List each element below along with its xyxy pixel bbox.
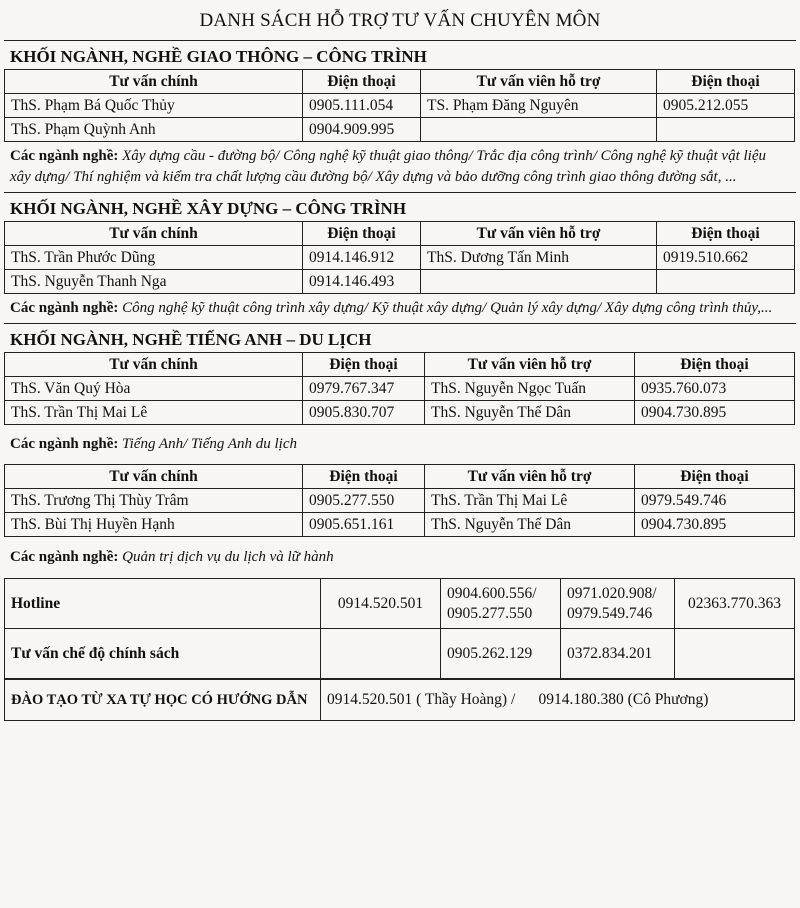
majors-text: Xây dựng cầu - đường bộ/ Công nghệ kỹ thuật giao thông/ Trắc địa công trình/ Công nghệ kỹ thuật vật liệu xây dựng/ Thí nghiệm và kiểm tra chất lượng cầu đường bộ/ Xây dựng và bảo dưỡng công trình giao thông đường sắt, ...: [10, 148, 766, 185]
phone: 0905.277.550: [447, 604, 533, 622]
table-row: [5, 270, 795, 294]
distance-learning-table: [4, 679, 795, 721]
col-header-support: Tư vấn viên hỗ trợ: [425, 353, 635, 377]
majors-label: Các ngành nghề:: [10, 148, 119, 164]
table-row: [5, 118, 795, 142]
majors-label: Các ngành nghề:: [10, 549, 119, 565]
phone: 0935.760.073: [635, 377, 795, 401]
phone: 0905.277.550: [303, 489, 425, 513]
col-header-support: Tư vấn viên hỗ trợ: [425, 465, 635, 489]
table-row: [5, 94, 795, 118]
phone: 0979.767.347: [303, 377, 425, 401]
phone: 0372.834.201: [561, 629, 675, 679]
hotline-label: Hotline: [5, 579, 321, 629]
phone: 0914.146.493: [303, 270, 421, 294]
table-row: [5, 401, 795, 425]
section-heading: KHỐI NGÀNH, NGHỀ TIẾNG ANH – DU LỊCH: [10, 330, 372, 349]
support-name: ThS. Nguyễn Thế Dân: [425, 401, 635, 425]
col-header-phone: Điện thoại: [303, 222, 421, 246]
advisor-name: ThS. Văn Quý Hòa: [5, 377, 303, 401]
support-name: ThS. Nguyễn Ngọc Tuấn: [425, 377, 635, 401]
majors-note: [4, 425, 800, 464]
distance-learning-phones: [321, 680, 795, 721]
col-header-phone: Điện thoại: [303, 353, 425, 377]
phone: 0914.146.912: [303, 246, 421, 270]
advisor-name: ThS. Trần Thị Mai Lê: [5, 401, 303, 425]
table-header-row: [5, 465, 795, 489]
table-header-row: [5, 70, 795, 94]
col-header-support: Tư vấn viên hỗ trợ: [421, 222, 657, 246]
col-header-main: Tư vấn chính: [5, 465, 303, 489]
advisor-name: ThS. Phạm Quỳnh Anh: [5, 118, 303, 142]
col-header-main: Tư vấn chính: [5, 353, 303, 377]
col-header-phone2: Điện thoại: [635, 465, 795, 489]
majors-text: Quản trị dịch vụ du lịch và lữ hành: [122, 549, 334, 565]
distance-learning-row: [5, 680, 795, 721]
advisor-name: ThS. Nguyễn Thanh Nga: [5, 270, 303, 294]
col-header-phone: Điện thoại: [303, 70, 421, 94]
support-name: [421, 118, 657, 142]
support-name: ThS. Trần Thị Mai Lê: [425, 489, 635, 513]
phone: 0914.520.501: [321, 579, 441, 629]
contact-table: [4, 578, 795, 679]
phone-pair: [441, 579, 561, 629]
advisor-table: [4, 352, 795, 425]
phone: 0904.730.895: [635, 513, 795, 537]
majors-text: Tiếng Anh/ Tiếng Anh du lịch: [122, 436, 297, 452]
majors-label: Các ngành nghề:: [10, 300, 119, 316]
hotline-row: [5, 579, 795, 629]
advisor-table: [4, 69, 795, 142]
page-title: DANH SÁCH HỖ TRỢ TƯ VẤN CHUYÊN MÔN: [4, 0, 796, 41]
empty-cell: [321, 629, 441, 679]
advisor-table: [4, 464, 795, 537]
phone: 0979.549.746: [567, 604, 653, 622]
phone: 0971.020.908/: [567, 584, 657, 602]
table-row: [5, 246, 795, 270]
col-header-phone: Điện thoại: [303, 465, 425, 489]
phone: 0905.651.161: [303, 513, 425, 537]
table-header-row: [5, 353, 795, 377]
phone: 0914.180.380 (Cô Phương): [538, 691, 709, 708]
col-header-main: Tư vấn chính: [5, 222, 303, 246]
col-header-phone2: Điện thoại: [635, 353, 795, 377]
phone: [657, 118, 795, 142]
advisor-name: ThS. Bùi Thị Huyền Hạnh: [5, 513, 303, 537]
advisor-name: ThS. Trần Phước Dũng: [5, 246, 303, 270]
majors-text: Công nghệ kỹ thuật công trình xây dựng/ Kỹ thuật xây dựng/ Quản lý xây dựng/ Xây dựng công trình thủy,...: [122, 300, 773, 316]
policy-label: Tư vấn chế độ chính sách: [5, 629, 321, 679]
advisor-table: [4, 221, 795, 294]
col-header-phone2: Điện thoại: [657, 222, 795, 246]
phone: 0919.510.662: [657, 246, 795, 270]
phone: 0905.212.055: [657, 94, 795, 118]
phone: 0904.600.556/: [447, 584, 537, 602]
table-header-row: [5, 222, 795, 246]
majors-note: [4, 142, 796, 193]
col-header-phone2: Điện thoại: [657, 70, 795, 94]
phone: 0914.520.501 ( Thầy Hoàng) /: [327, 691, 516, 708]
table-row: [5, 489, 795, 513]
col-header-main: Tư vấn chính: [5, 70, 303, 94]
phone-pair: [561, 579, 675, 629]
advisor-name: ThS. Trương Thị Thùy Trâm: [5, 489, 303, 513]
empty-cell: [675, 629, 795, 679]
section-heading: KHỐI NGÀNH, NGHỀ XÂY DỰNG – CÔNG TRÌNH: [10, 199, 407, 218]
phone: 0905.830.707: [303, 401, 425, 425]
advisor-name: ThS. Phạm Bá Quốc Thủy: [5, 94, 303, 118]
support-name: [421, 270, 657, 294]
table-row: [5, 513, 795, 537]
majors-note: [4, 537, 800, 578]
phone: 0905.111.054: [303, 94, 421, 118]
phone: 02363.770.363: [675, 579, 795, 629]
section-heading: KHỐI NGÀNH, NGHỀ GIAO THÔNG – CÔNG TRÌNH: [10, 47, 427, 66]
phone: 0904.909.995: [303, 118, 421, 142]
policy-row: [5, 629, 795, 679]
distance-learning-label: ĐÀO TẠO TỪ XA TỰ HỌC CÓ HƯỚNG DẪN: [5, 680, 321, 721]
phone: 0979.549.746: [635, 489, 795, 513]
phone: [657, 270, 795, 294]
majors-note: [4, 294, 796, 324]
support-name: TS. Phạm Đăng Nguyên: [421, 94, 657, 118]
support-name: ThS. Dương Tấn Minh: [421, 246, 657, 270]
phone: 0904.730.895: [635, 401, 795, 425]
support-name: ThS. Nguyễn Thế Dân: [425, 513, 635, 537]
table-row: [5, 377, 795, 401]
majors-label: Các ngành nghề:: [10, 436, 119, 452]
phone: 0905.262.129: [441, 629, 561, 679]
col-header-support: Tư vấn viên hỗ trợ: [421, 70, 657, 94]
